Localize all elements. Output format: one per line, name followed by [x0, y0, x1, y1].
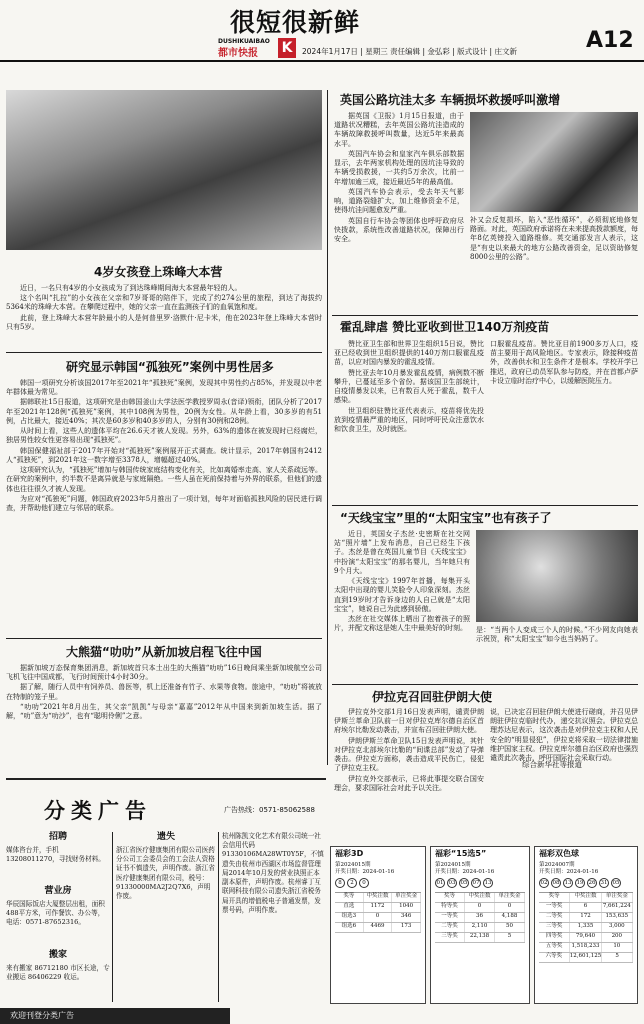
header-rule	[0, 60, 644, 62]
panda-p1: 据新加坡万态保育集团消息，新加坡首只本土出生的大熊猫“叻叻”16日晚间乘坐新加坡航空公司飞机飞往中国成都，飞行时间预计4小时30分。	[6, 664, 322, 682]
roads-title: 英国公路坑洼太多 车辆损坏救援呼叫激增	[340, 93, 561, 107]
everest-title: 4岁女孩登上珠峰大本营	[94, 265, 223, 279]
masthead-title: 很短很新鲜	[230, 8, 361, 37]
everest-p2: 这个名叫“扎拉”的小女孩在父亲和7岁哥哥的陪伴下，完成了约274公里的旅程，到达了海拔约5364米的珠峰大本营。在攀爬过程中，她的父亲一直在监测孩子们的血氧饱和度。	[6, 294, 322, 312]
lottery-3d-issue: 第2024015期	[335, 861, 371, 868]
lottery-15x5-issue: 第2024015期	[435, 861, 471, 868]
lottery-ball: 31	[600, 880, 608, 887]
baby-body-right: 是：“当两个人变成三个人的时候。”不少网友向她表示祝贺，称“太阳宝宝”如今也当妈妈了。	[476, 626, 638, 644]
ad-column-2	[116, 832, 216, 1004]
table-row: 五等奖 1,518,233 10	[539, 943, 633, 953]
ad-text-shop: 华辰国际饭店大厦整层出租，面积488平方米，可作餐饮、办公等，电话：0571-87652316。	[6, 900, 105, 927]
roads-body	[334, 112, 464, 310]
roads-p4: 英国自行车协会等团体也呼吁政府尽快拨款，系统性改善道路状况，保障出行安全。	[334, 216, 464, 244]
korea-p1: 韩国一项研究分析该国2017年至2021年“孤独死”案例，发现其中男性约占85%，并发现以中老年群体最为常见。	[6, 379, 322, 397]
lottery-ssq-numbers	[535, 876, 637, 890]
ad-category-shop: 营业房	[44, 886, 72, 896]
ad-text-recruit: 媒体咨台并，手机 13208011270，寻找财务材料。	[6, 846, 105, 864]
lottery-15x5-date: 开奖日期：2024-01-16	[435, 868, 495, 875]
lottery-ball: 02	[540, 880, 548, 887]
lottery-ssq	[534, 846, 638, 1004]
iran-p2: 伊朗伊斯兰革命卫队15日发表声明说，其针对伊拉克北部埃尔比勒的“间谍总部”发动了导弹袭击。伊拉克方面称，袭击造成平民伤亡，侵犯了伊拉克主权。	[334, 736, 484, 773]
lottery-ssq-date: 开奖日期：2024-01-16	[539, 868, 599, 875]
baby-p1: 近日，英国女子杰丝·史密斯在社交网站“照片墙”上发布消息，自己已经生下孩子。杰丝是曾在英国儿童节目《天线宝宝》中扮演“太阳宝宝”的那名婴儿，当年她只有9个月大。	[334, 530, 470, 575]
ad-divider	[112, 832, 113, 1002]
logo-name: 都市快报	[218, 48, 258, 59]
lottery-ball: 19	[576, 880, 584, 887]
korea-title: 研究显示韩国“孤独死”案例中男性居多	[66, 360, 274, 374]
roads-p2: 英国汽车协会和皇家汽车俱乐部数据显示，去年两家机构处理的因坑洼导致的车辆受损救援，一共约5万余次，比前一年增加逾三成，接近最近5年的最高值。	[334, 149, 464, 186]
ad-category-moving: 搬家	[48, 950, 67, 960]
baby-body	[334, 530, 470, 678]
lottery-3d	[330, 846, 426, 1004]
lottery-ball: 08	[552, 880, 560, 887]
ebola-body	[334, 340, 484, 500]
lottery-3d-title: 福彩3D	[335, 849, 364, 858]
credit-line: 综合新华社等报道	[522, 760, 582, 769]
panda-body	[6, 664, 322, 760]
table-row: 直选 1172 1040	[335, 903, 421, 913]
lottery-ball: 05	[612, 880, 620, 887]
panda-p2: 据了解，随行人员中有饲养员、兽医等，机上还准备有竹子、水果等食物。旅途中，“叻叻”将被放在特制的笼子里。	[6, 683, 322, 701]
lottery-ball: 0	[359, 878, 369, 888]
ad-text-lost-1: 浙江省医疗健康集团有限公司医药分公司工会委员会的工会法人资格证书不慎遗失，声明作废。浙江省医疗健康集团有限公司，税号：91330000MA2J2Q7X6，声明作废。	[116, 846, 215, 901]
lottery-ssq-issue: 第2024007期	[539, 861, 575, 868]
ad-column-1	[6, 832, 110, 1004]
ad-category-recruit: 招聘	[48, 832, 67, 842]
column-divider	[327, 90, 328, 765]
lottery-15x5	[430, 846, 530, 1004]
korea-body	[6, 379, 322, 631]
lottery-3d-table	[335, 892, 421, 933]
panda-title: 大熊猫“叻叻”从新加坡启程飞往中国	[66, 645, 262, 659]
ad-column-3	[222, 832, 324, 1004]
lottery-15x5-numbers	[431, 876, 529, 890]
lottery-15x5-title: 福彩“15选5”	[435, 849, 487, 858]
divider	[332, 505, 638, 506]
panda-p3: “叻叻”2021年8月出生，其父亲“凯凯”与母亲“嘉嘉”2012年从中国来到新加坡生活。据了解，“叻”意为“叻沙”，也有“聪明伶俐”之意。	[6, 702, 322, 721]
baby-title: “天线宝宝”里的“太阳宝宝”也有孩子了	[340, 511, 552, 525]
ad-hotline: 广告热线：0571-85062588	[224, 806, 315, 814]
iran-title: 伊拉克召回驻伊朗大使	[372, 690, 493, 704]
ebola-p1: 赞比亚卫生部和世界卫生组织15日说，赞比亚已经收到世卫组织提供的140万剂口服霍乱疫苗，以应对国内暴发的霍乱疫情。	[334, 340, 484, 367]
everest-body	[6, 284, 322, 344]
table-row: 二等奖 172 153,635	[539, 913, 633, 923]
lottery-ssq-title: 福彩双色球	[539, 849, 579, 858]
lottery-15x5-table	[435, 892, 525, 943]
table-row: 四等奖 79,640 200	[539, 933, 633, 943]
lottery-ball: 26	[588, 880, 596, 887]
table-row: 二等奖 2,110 50	[435, 923, 525, 933]
bottom-bar: 欢迎刊登分类广告	[0, 1008, 230, 1024]
logo-mark-icon: K	[278, 38, 296, 58]
roads-p1: 据英国《卫报》1月15日报道，由于道路状况糟糕，去年英国公路坑洼造成的车辆故障救援呼叫数量，达近5年来最高水平。	[334, 112, 464, 148]
roads-p3: 英国汽车协会表示，受去年天气影响，道路裂缝扩大，加上维修资金不足，使得坑洼问题愈发严重。	[334, 187, 464, 215]
table-row: 一等奖 36 4,188	[435, 913, 525, 923]
ebola-p3: 世卫组织驻赞比亚代表表示，疫苗将优先投放到疫情最严重的地区，同时呼吁民众注意饮水和饮食卫生，及时就医。	[334, 406, 484, 434]
everest-p1: 近日，一名只有4岁的小女孩成为了到达珠峰期间海大本营最年轻的人。	[20, 284, 242, 292]
table-row: 组选6 4469 173	[335, 923, 421, 933]
lottery-ball: 03	[448, 880, 456, 887]
table-row: 三等奖 22,138 5	[435, 933, 525, 943]
lottery-3d-date: 开奖日期：2024-01-16	[335, 868, 395, 875]
lottery-ball: 01	[436, 880, 444, 887]
iran-p3: 伊拉克外交部表示，已将此事提交联合国安理会，要求国际社会对此予以关注。	[334, 774, 484, 792]
divider	[332, 684, 638, 685]
baby-p2: 《天线宝宝》1997年首播，每集开头太阳中出现的婴儿笑脸令人印象深刻。杰丝直到19岁时才告诉身边的人自己就是“太阳宝宝”，她说自己为此感到骄傲。	[334, 577, 470, 613]
ebola-body-right: 口服霍乱疫苗。赞比亚目前1900多万人口，疫苗主要用于高风险地区。专家表示，除接种疫苗外，改善供水和卫生条件才是根本。学校开学已推迟，政府已动员军队参与防疫，并在首都卢萨卡设立临时治疗中心，以缓解医院压力。	[490, 340, 638, 385]
divider	[332, 315, 638, 316]
page-number: A12	[586, 28, 634, 53]
everest-photo	[6, 90, 322, 250]
table-row: 组选3 0 346	[335, 913, 421, 923]
table-header: 奖等 中奖注数 单注奖金	[539, 893, 633, 903]
family-photo	[476, 530, 638, 622]
lottery-ball: 07	[472, 880, 480, 887]
lottery-ssq-table	[539, 892, 633, 963]
korea-p4: 韩国保健福祉部于2017年开始对“孤独死”案例展开正式调查。统计显示，2017年韩国有2412人“孤独死”，到2021年这一数字增至3378人，增幅超过40%。	[6, 446, 322, 464]
ad-divider	[218, 832, 219, 1002]
korea-p6: 为应对“孤独死”问题，韩国政府2023年5月推出了一项计划，每年对面临孤独风险的居民进行调查，并帮助他们建立与邻居的联系。	[6, 494, 322, 513]
logo-pinyin: DUSHIKUAIBAO	[218, 38, 270, 45]
iran-body	[334, 708, 484, 808]
baby-p3: 杰丝在社交媒体上晒出了抱着孩子的照片，并配文称这是她人生中最美好的时刻。	[334, 615, 470, 633]
lottery-ball: 13	[484, 880, 492, 887]
iran-p1: 伊拉克外交部1月16日发表声明，谴责伊朗伊斯兰革命卫队前一日对伊拉克库尔德自治区首府埃尔比勒发动袭击，并宣布召回驻伊朗大使。	[334, 708, 484, 735]
iran-body-right: 说，已决定召回驻伊朗大使进行磋商，并召见伊朗驻伊拉克临时代办，递交抗议照会。伊拉克总理苏达尼表示，这次袭击是对伊拉克主权和人民安全的“明显侵犯”，伊拉克将采取一切法律措施维护国家主权。伊拉克库尔德自治区政府也强烈谴责此次袭击，呼吁国际社会采取行动。	[490, 708, 638, 763]
divider	[6, 638, 322, 639]
table-row: 三等奖 1,335 3,000	[539, 923, 633, 933]
ad-text-moving: 来有搬家 86712180 市区长途，专业搬运 86406229 收运。	[6, 964, 110, 982]
lottery-ball: 8	[335, 878, 345, 888]
everest-p3: 此前，登上珠峰大本营年龄最小的人是何普里罗·洛默什·尼卡米，他在2023年登上珠峰大本营时只有5岁。	[6, 313, 322, 331]
dateline: 2024年1月17日 | 星期三 责任编辑 | 金弘彩 | 版式设计 | 庄文新	[302, 47, 517, 56]
lottery-ball: 2	[347, 878, 357, 888]
table-row: 一等奖 6 7,661,224	[539, 903, 633, 913]
pothole-photo	[470, 112, 638, 212]
divider	[6, 778, 326, 780]
ad-category-lost: 遗失	[156, 832, 175, 842]
divider	[6, 352, 322, 353]
table-header: 奖等 中奖注数 单注奖金	[435, 893, 525, 903]
ebola-p2: 赞比亚去年10月暴发霍乱疫情，病例数不断攀升，已蔓延至多个省份。据该国卫生部统计，自疫情暴发以来，已有数百人死于霍乱，数千人感染。	[334, 368, 484, 405]
korea-p5: 这项研究认为，“孤独死”增加与韩国传统家庭结构变化有关，比如离婚率走高、家人关系疏远等。在研究的案例中，约半数不是离异就是与家庭隔绝。一些人虽在死前保持着与外界的联系，但他们的遗体也往往很久才被人发现。	[6, 466, 322, 493]
lottery-3d-numbers	[331, 876, 425, 890]
korea-p2: 据韩联社15日报道，这项研究是由韩国釜山大学法医学教授罗周永(音译)领衔，团队分析了2017年至2021年128例“孤独死”案例，其中108例为男性，20例为女性。从年龄上看，30多岁的有51例，占比最大，接近40%；其次是60多岁和40多岁的人，分别有30例和28例。	[6, 398, 322, 425]
table-row: 六等奖 12,601,125 5	[539, 953, 633, 963]
roads-body-right: 补又会反复损坏，陷入“恶性循环”，必须彻底地修复路面。对此，英国政府承诺将在未来提高拨款额度，每年8亿英镑投入道路维修。英交通部发言人表示，这是“有史以来最大的地方公路改善资金，足以资助修复8000公里的公路”。	[470, 216, 638, 261]
classified-title: 分类广告	[44, 799, 152, 823]
table-header: 奖等 中奖注数 单注奖金	[335, 893, 421, 903]
lottery-ball: 13	[564, 880, 572, 887]
ad-text-lost-2: 杭州陈凯文化艺术有限公司统一社会信用代码 91330106MA28WT0Y5F，不慎遗失由杭州市西湖区市场监督管理局2014年10月发的营业执照正本副本原件，声明作废。杭州睿丁互联网科技有限公司遗失浙江省税务局开具的增值税电子普通发票，发票号码，声明作废。	[222, 832, 324, 914]
korea-p3: 从时间上看，这些人的遗体平均在26.6天才被人发现。另外，63%的遗体在被发现时已经腐烂，独居男性较女性更容易出现“孤独死”。	[6, 427, 322, 445]
lottery-ball: 05	[460, 880, 468, 887]
ebola-title: 霍乱肆虐 赞比亚收到世卫140万剂疫苗	[340, 320, 550, 334]
table-row: 特等奖 0 0	[435, 903, 525, 913]
